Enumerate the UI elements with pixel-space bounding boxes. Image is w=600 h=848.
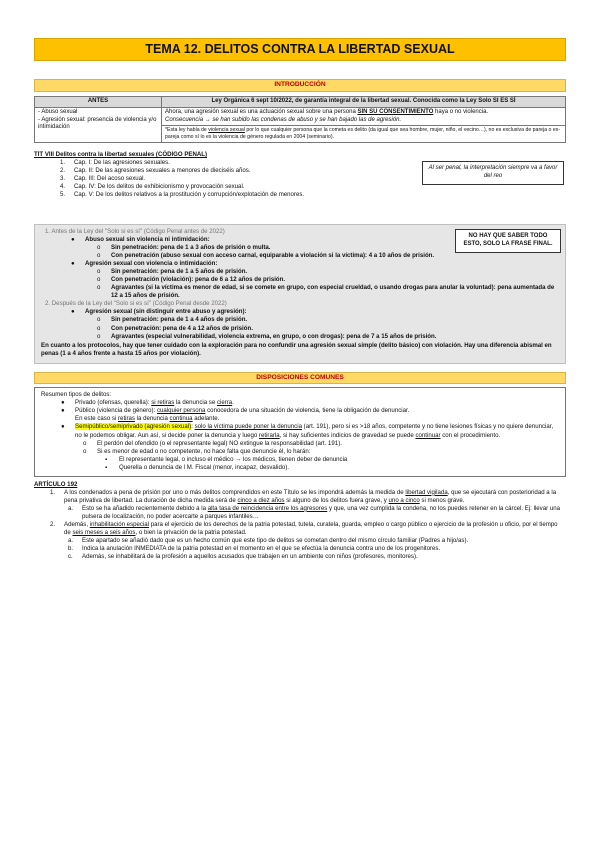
intro-antes-cell (35, 107, 162, 143)
list-item: 1. Cap. I: De las agresiones sexuales. (60, 159, 170, 167)
intro-col-antes: ANTES (35, 96, 162, 107)
list-item: 5. Cap. V: De los delitos relativos a la prostitución y corrupción/explotación de menores. (60, 191, 305, 199)
titulo-viii-heading: TIT VIII Delitos contra la libertad sexuales (CÓDIGO PENAL) (34, 151, 208, 159)
abuso-heading: Abuso sexual sin violencia ni intimidación: (85, 236, 210, 244)
list-item: 3. Cap. III: Del acoso sexual. (60, 175, 146, 183)
comparativa-box: NO HAY QUE SABER TODO ESTO, SOLO LA FRASE FINAL. 1. Antes de la Ley del "Solo si es sí" (Código Penal antes de 2022) ● Abuso sexual sin violencia ni intimidación: o Sin penetración: pena de 1 a 3 años de prisión o multa. o Con penetración (abuso sexual con acceso carnal, equiparable a violación si la víctima): 4 a 10 años de prisión. ● Agresión sexual con violencia o intimidación: o Sin penetración: pena de 1 a 5 años de prisión. o Con penetración (violación): pena de 6 a 12 años de prisión. o Agravantes (si la víctima es menor de edad, si se comete en grupo, con especial crueldad, o usando drogas para anular la voluntad): pena aumentada de 12 a 15 años de prisión. 2. Después de la Ley del "Solo si es sí" (Código Penal desde 2022) ● Agresión sexual (sin distinguir entre abuso y agresión): o Sin penetración: pena de 1 a 4 años de prisión. o Con penetración: pena de 4 a 12 años de prisión. o Agravantes (especial vulnerabilidad, violencia extrema, en grupo, o con drogas): pena de 7 a 15 años de prisión. En cuanto a los protocolos, hay que tener cuidado con la exploración para no confundir una agresión sexual simple (delito básico) con violación. Hay una diferencia abismal en penas (1 a 4 años frente a hasta 15 años por violación). (34, 224, 566, 364)
list-item: 4. Cap. IV: De los delitos de exhibicionismo y provocación sexual. (60, 183, 245, 191)
section-heading-disposiciones: DISPOSICIONES COMUNES (34, 372, 566, 385)
despues-heading: 2. Después de la Ley del "Solo si es sí" (Código Penal desde 2022) (45, 300, 227, 308)
articulo-item-1: 1. A los condenados a pena de prisión por uno o más delitos comprendidos en este Título se les impondrá además la medida de libertad vigilada, que se ejecutará con posterioridad a la pena privativa de libertad. La duración de dicha medida será de cinco a diez años si alguno de los delitos fuera grave, y uno a cinco si menos grave. (50, 488, 557, 504)
intro-table (34, 96, 566, 143)
titulo-viii-block (34, 151, 566, 217)
page-title: TEMA 12. DELITOS CONTRA LA LIBERTAD SEXUAL (34, 38, 566, 61)
resumen-heading: Resumen tipos de delitos: (41, 391, 112, 399)
antes-item: - Abuso sexual (38, 108, 78, 115)
consecuencia-text: Consecuencia → se han subido las condenas de abuso y se han bajado las de agresión. (165, 116, 402, 123)
section-heading-introduccion: INTRODUCCIÓN (34, 79, 566, 92)
interpretacion-note: Al ser penal, la interpretación siempre va a favor del reo (422, 161, 564, 185)
intro-ley-cell: Ahora, una agresión sexual es una actuación sexual sobre una persona SIN SU CONSENTIMIENTO haya o no violencia. Consecuencia → se han subido las condenas de abuso y se han bajado las de agresión. (162, 107, 566, 126)
articulo-item-2: 2. Además, inhabilitación especial para el ejercicio de los derechos de la patria potestad, tutela, curatela, guarda, empleo o cargo público o ejercicio de la profesión u oficio, por el tiempo de seis meses a seis años, o bien la privación de la patria potestad. (50, 520, 558, 536)
frase-final: En cuanto a los protocolos, hay que tener cuidado con la exploración para no confundir una agresión sexual simple (delito básico) con violación. Hay una diferencia abismal en penas (1 a 4 años frente a hasta 15 años por violación). (41, 341, 552, 357)
intro-note-cell: *Esta ley habla de violencia sexual por lo que cualquier persona que la cometa es delito (da igual que sea hombre, mujer, niño, el vecino…), no es exclusiva de pareja o ex-pareja como sí lo es la violencia de género regulada en 2004 (seminario). (162, 126, 566, 143)
document-page: TEMA 12. DELITOS CONTRA LA LIBERTAD SEXUAL INTRODUCCIÓN ANTES Ley Orgánica 6 sept 10/2022, de garantía integral de la libertad sexual. Conocida como la Ley Solo SI ES SÍ - Abuso sexual - Agresión sexual: presencia de violencia y/o intimidación Ahora, una agresión sexual es una actuación sexual sobre una persona SIN SU CONSENTIMIENTO haya o no violencia. Consecuencia → se han subido las condenas de abuso y se han bajado las de agresión. *Esta ley habla de violencia sexual por lo que cualquier persona que la cometa es delito (da igual que sea hombre, mujer, niño, el vecino…), no es exclusiva de pareja o ex-pareja como sí lo es la violencia de género regulada en 2004 (seminario). TIT VIII Delitos contra la libertad sexuales (CÓDIGO PENAL) 1. Cap. I: De las agresiones sexuales. 2. Cap. II: De las agresiones sexuales a menores de dieciséis años. 3. Cap. III: Del acoso sexual. 4. Cap. IV: De los delitos de exhibicionismo y provocación sexual. 5. Cap. V: De los delitos relativos a la prostitución y corrupción/explotación de menores. Al ser penal, la interpretación siempre va a favor del reo NO HAY QUE SABER TODO ESTO, SOLO LA FRASE FINAL. 1. Antes de la Ley del "Solo si es sí" (Código Penal antes de 2022) ● Abuso sexual sin violencia ni intimidación: o Sin penetración: pena de 1 a 3 años de prisión o multa. o Con penetración (abuso sexual con acceso carnal, equiparable a violación si la víctima): 4 a 10 años de prisión. ● Agresión sexual con violencia o intimidación: o Sin penetración: pena de 1 a 5 años de prisión. o Con penetración (violación): pena de 6 a 12 años de prisión. o Agravantes (si la víctima es menor de edad, si se comete en grupo, con especial crueldad, o usando drogas para anular la voluntad): pena aumentada de 12 a 15 años de prisión. 2. Después de la Ley del "Solo si es sí" (Código Penal desde 2022) ● Agresión sexual (sin distinguir entre abuso y agresión): o Sin penetración: pena de 1 a 4 años de prisión. o Con penetración: pena de 4 a 12 años de prisión. o Agravantes (especial vulnerabilidad, violencia extrema, en grupo, o con drogas): pena de 7 a 15 años de prisión. En cuanto a los protocolos, hay que tener cuidado con la exploración para no confundir una agresión sexual simple (delito básico) con violación. Hay una diferencia abismal en penas (1 a 4 años frente a hasta 15 años por violación). DISPOSICIONES COMUNES Resumen tipos de delitos: ● Privado (ofensas, querella): si retiras la denuncia se cierra. ● Público (violencia de género): cualquier persona conocedora de una situación de violencia, tiene la obligación de denunciar. En este caso si retiras la denuncia continua adelante. ● Semipúblico/semiprivado (agresión sexual): solo la víctima puede poner la denuncia (art. 191), pero si es >18 años, competente y no tiene lesiones físicas y no quiere denunciar, no le podemos obligar. Aun así, si decide poner la denuncia y luego retirarla, si hay suficientes indicios de gravedad se puede continuar con el procedimiento. o El perdón del ofendido (o el representante legal) NO extingue la responsabilidad (art. 191). o Si es menor de edad o no competente, no hace falta que denuncie él, lo harán: ▪ El representante legal, o incluso el médico → los médicos, tienen deber de denuncia ▪ Querella o denuncia de l M. Fiscal (menor, incapaz, desvalido). ARTÍCULO 192 1. A los condenados a pena de prisión por uno o más delitos comprendidos en este Título se les impondrá además la medida de libertad vigilada, que se ejecutará con posterioridad a la pena privativa de libertad. La duración de dicha medida será de cinco a diez años si alguno de los delitos fuera grave, y uno a cinco si menos grave. a. Esto se ha añadido recientemente debido a la alta tasa de reincidencia entre los agresores y que, una vez cumplida la condena, no los puedes retener en la cárcel. Ej: llevar una pulsera de localización, no poder acercarte a parques infantiles… 2. Además, inhabilitación especial para el ejercicio de los derechos de la patria potestad, tutela, curatela, guarda, empleo o cargo público o ejercicio de la profesión u oficio, por el tiempo de seis meses a seis años, o bien la privación de la patria potestad. a. Este apartado se añadió dado que es un hecho común que este tipo de delitos se cometan dentro del mismo círculo familiar (Padres a hijo/as). b. Indica la anulación INMEDIATA de la patria potestad en el momento en el que se efectúa la denuncia contra uno de los progenitores. c. Además, se inhabilitará de la profesión a aquellos acusados que trabajen en un ambiente con niños (profesores, monitores). (34, 38, 566, 561)
articulo-heading: ARTÍCULO 192 (34, 480, 78, 488)
antes-item: - Agresión sexual: presencia de violencia y/o intimidación (38, 116, 157, 131)
intro-col-ley: Ley Orgánica 6 sept 10/2022, de garantía integral de la libertad sexual. Conocida como la Ley Solo SI ES SÍ (162, 96, 566, 107)
antes-heading: 1. Antes de la Ley del "Solo si es sí" (Código Penal antes de 2022) (45, 228, 225, 236)
disposiciones-box: Resumen tipos de delitos: ● Privado (ofensas, querella): si retiras la denuncia se cierra. ● Público (violencia de género): cualquier persona conocedora de una situación de violencia, tiene la obligación de denunciar. En este caso si retiras la denuncia continua adelante. ● Semipúblico/semiprivado (agresión sexual): solo la víctima puede poner la denuncia (art. 191), pero si es >18 años, competente y no tiene lesiones físicas y no quiere denunciar, no le podemos obligar. Aun así, si decide poner la denuncia y luego retirarla, si hay suficientes indicios de gravedad se puede continuar con el procedimiento. o El perdón del ofendido (o el representante legal) NO extingue la responsabilidad (art. 191). o Si es menor de edad o no competente, no hace falta que denuncie él, lo harán: ▪ El representante legal, o incluso el médico → los médicos, tienen deber de denuncia ▪ Querella o denuncia de l M. Fiscal (menor, incapaz, desvalido). (34, 387, 566, 476)
agresion-heading: Agresión sexual con violencia o intimidación: (85, 260, 218, 268)
list-item: 2. Cap. II: De las agresiones sexuales a menores de dieciséis años. (60, 167, 251, 175)
warning-note: NO HAY QUE SABER TODO ESTO, SOLO LA FRASE FINAL. (455, 229, 561, 253)
